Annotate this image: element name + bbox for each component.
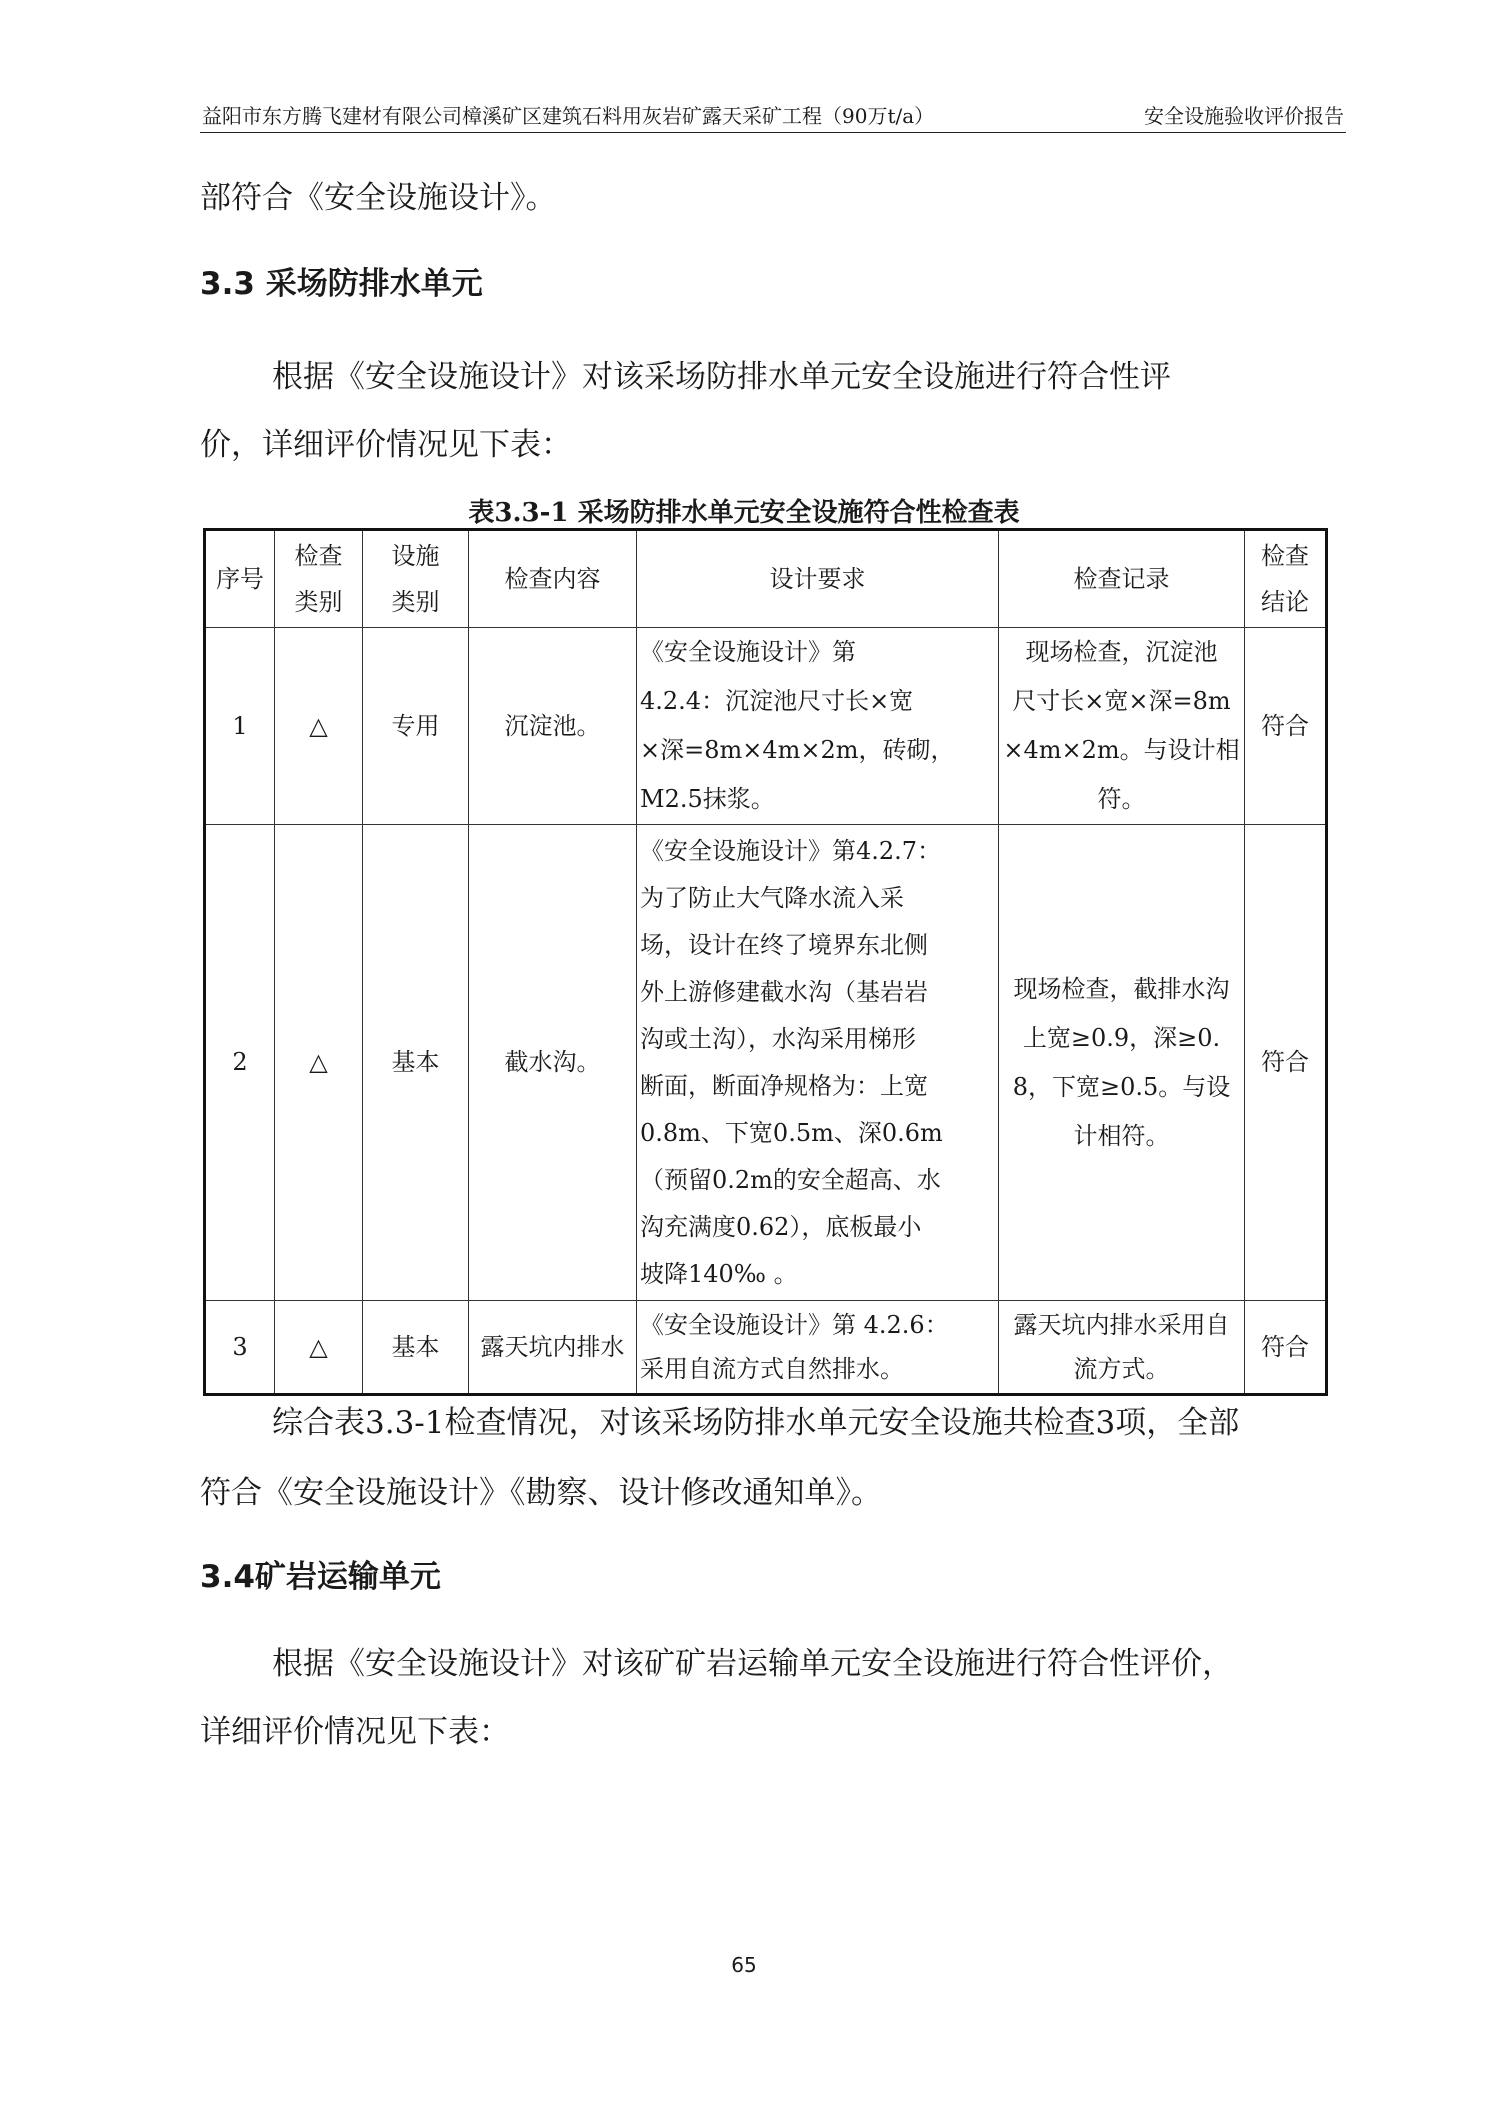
table-row [205,825,1327,1301]
compliance-check-table [203,528,1328,1396]
header-project-title: 益阳市东方腾飞建材有限公司樟溪矿区建筑石料用灰岩矿露天采矿工程（90万t/a） [202,104,935,128]
header-check-type: 检查 类别 [275,530,363,628]
section-heading-3-4: 3.4矿岩运输单元 [200,1559,441,1595]
cell-content: 露天坑内排水 [469,1301,637,1395]
section-3-3-intro-line1: 根据《安全设施设计》对该采场防排水单元安全设施进行符合性评 [272,359,1171,395]
table-row [205,1301,1327,1395]
section-heading-3-3: 3.3 采场防排水单元 [200,266,483,302]
table-header-row [205,530,1327,628]
section-3-3-intro-line2: 价，详细评价情况见下表： [200,427,572,463]
header-conclusion: 检查 结论 [1245,530,1327,628]
cell-record: 现场检查，截排水沟 上宽≥0.9，深≥0. 8，下宽≥0.5。与设 计相符。 [999,825,1245,1301]
summary-3-3-line2: 符合《安全设施设计》《勘察、设计修改通知单》。 [200,1475,882,1511]
summary-3-3-line1: 综合表3.3-1检查情况，对该采场防排水单元安全设施共检查3项，全部 [272,1405,1240,1441]
cell-content: 截水沟。 [469,825,637,1301]
header-facility-type: 设施 类别 [363,530,469,628]
header-report-title: 安全设施验收评价报告 [1144,104,1344,128]
section-3-4-intro-line1: 根据《安全设施设计》对该矿矿岩运输单元安全设施进行符合性评价， [272,1646,1233,1682]
cell-content: 沉淀池。 [469,628,637,825]
cell-facility-type: 专用 [363,628,469,825]
header-no: 序号 [205,530,275,628]
table-caption: 表3.3-1 采场防排水单元安全设施符合性检查表 [468,498,1020,528]
cell-no: 1 [205,628,275,825]
header-record: 检查记录 [999,530,1245,628]
page-number: 65 [731,1953,757,1977]
cell-facility-type: 基本 [363,1301,469,1395]
cell-conclusion: 符合 [1245,1301,1327,1395]
cell-conclusion: 符合 [1245,628,1327,825]
header-requirement: 设计要求 [637,530,999,628]
cell-check-type: △ [275,1301,363,1395]
page-header [200,100,1346,133]
cell-facility-type: 基本 [363,825,469,1301]
cell-requirement: 《安全设施设计》第 4.2.4：沉淀池尺寸长×宽 ×深=8m×4m×2m，砖砌， M2.5抹浆。 [637,628,999,825]
cell-check-type: △ [275,628,363,825]
cell-requirement: 《安全设施设计》第 4.2.6： 采用自流方式自然排水。 [637,1301,999,1395]
cell-conclusion: 符合 [1245,825,1327,1301]
cell-check-type: △ [275,825,363,1301]
paragraph-continuation: 部符合《安全设施设计》。 [200,180,557,216]
cell-no: 3 [205,1301,275,1395]
cell-no: 2 [205,825,275,1301]
header-content: 检查内容 [469,530,637,628]
cell-record: 露天坑内排水采用自 流方式。 [999,1301,1245,1395]
section-3-4-intro-line2: 详细评价情况见下表： [200,1714,510,1750]
cell-requirement: 《安全设施设计》第4.2.7： 为了防止大气降水流入采 场，设计在终了境界东北侧 外上游修建截水沟（基岩岩 沟或土沟），水沟采用梯形 断面，断面净规格为：上宽 0.8m、下宽0.5m、深0.6m （预留0.2m的安全超高、水 沟充满度0.62），底板最小 坡降140‰ 。 [637,825,999,1301]
cell-record: 现场检查，沉淀池 尺寸长×宽×深=8m ×4m×2m。与设计相 符。 [999,628,1245,825]
table-row [205,628,1327,825]
